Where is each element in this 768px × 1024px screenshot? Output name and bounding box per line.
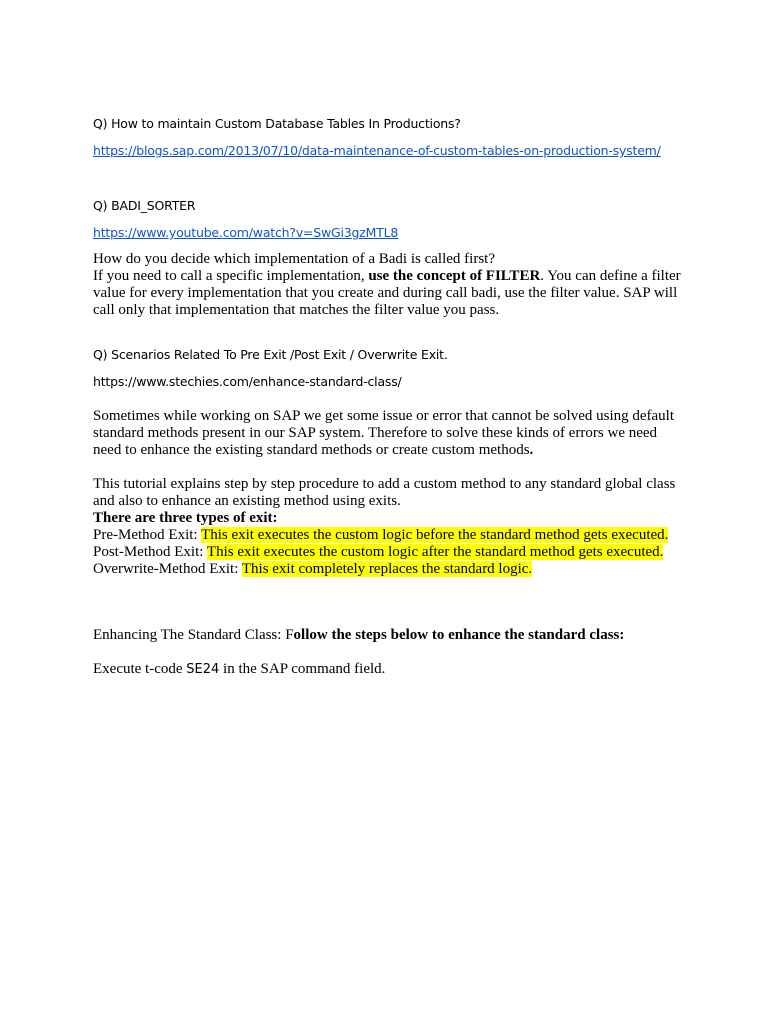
execute-text-b: in the SAP command field.: [219, 661, 386, 677]
overwrite-method-exit: [93, 561, 683, 578]
pre-method-label: Pre-Method Exit:: [93, 527, 202, 543]
post-method-highlight: This exit executes the custom logic after the standard method gets executed.: [206, 544, 664, 560]
link-youtube[interactable]: https://www.youtube.com/watch?v=SwGi3gzMTL8: [93, 225, 399, 240]
badi-answer-text-a: If you need to call a specific implementation,: [93, 268, 365, 284]
exits-paragraph-2: [93, 476, 683, 578]
post-method-exit: [93, 544, 683, 561]
pre-method-exit: [93, 527, 683, 544]
post-method-label: Post-Method Exit:: [93, 544, 207, 560]
question-exits: Q) Scenarios Related To Pre Exit /Post Exit / Overwrite Exit.: [93, 347, 448, 362]
badi-answer-bold: use the concept of FILTER: [368, 268, 541, 284]
enhancing-standard-class: [93, 627, 683, 644]
badi-answer: [93, 251, 683, 319]
execute-text-a: Execute t-code: [93, 661, 187, 677]
pre-method-highlight: This exit executes the custom logic before the standard method gets executed.: [201, 527, 669, 543]
exit-types-heading: [93, 510, 683, 527]
enhancing-bold: ollow the steps below to enhance the standard class:: [293, 627, 625, 643]
question-custom-tables: Q) How to maintain Custom Database Tables In Productions?: [93, 116, 461, 131]
exits-paragraph-1: [93, 408, 683, 459]
tcode-value: SE24: [186, 662, 220, 677]
exit-types-heading-text: There are three types of exit:: [93, 510, 278, 526]
exits-paragraph-1-text: Sometimes while working on SAP we get some issue or error that cannot be solved using default standard methods present in our SAP system. Therefore to solve these kinds of errors we need need to enhance the existing standard methods or create custom methods: [93, 408, 675, 458]
badi-answer-paragraph: [93, 268, 683, 319]
enhancing-text: Enhancing The Standard Class: F: [93, 627, 294, 643]
exits-paragraph-1-period: .: [529, 442, 534, 458]
overwrite-method-label: Overwrite-Method Exit:: [93, 561, 242, 577]
badi-question-line: How do you decide which implementation of a Badi is called first?: [93, 251, 495, 267]
question-badi-sorter: Q) BADI_SORTER: [93, 198, 196, 213]
execute-tcode: [93, 661, 683, 678]
exits-paragraph-2-text: This tutorial explains step by step procedure to add a custom method to any standard global class and also to enhance an existing method using exits.: [93, 476, 676, 509]
link-blogs-sap[interactable]: https://blogs.sap.com/2013/07/10/data-maintenance-of-custom-tables-on-production-system/: [93, 143, 661, 158]
badi-answer-text-b: . You can define a filter value for every implementation that you create and during call badi, use the filter value. SAP will call only that implementation that matches the filter value you pass.: [93, 268, 681, 318]
overwrite-method-highlight: This exit completely replaces the standard logic.: [241, 561, 533, 577]
link-stechies[interactable]: https://www.stechies.com/enhance-standard-class/: [93, 374, 402, 389]
